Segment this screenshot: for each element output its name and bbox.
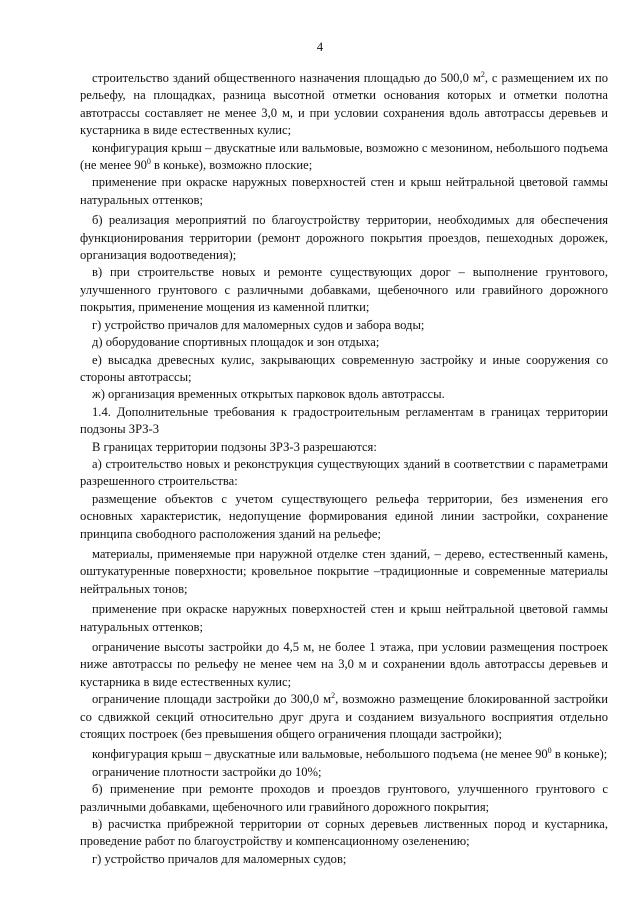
document-body xyxy=(80,70,608,868)
paragraph: конфигурация крыш – двускатные или вальмовые, небольшого подъема (не менее $90^0$ в коньке); xyxy=(92,746,608,762)
paragraph: материалы, применяемые при наружной отделке стен зданий, – дерево, естественный камень, оштукатуренные поверхности; кровельное покрытие –традиционные и современные материалы нейтральных тонов; xyxy=(80,546,608,596)
paragraph: размещение объектов с учетом существующего рельефа территории, без изменения его основных характеристик, недопущение формирования единой линии застройки, сохранение принципа свободного расположения зданий на рельефе; xyxy=(80,491,608,541)
paragraph: г) устройство причалов для маломерных судов; xyxy=(92,851,347,866)
paragraph: е) высадка древесных кулис, закрывающих современную застройку и иные сооружения со стороны автотрассы; xyxy=(80,352,608,384)
paragraph: б) реализация мероприятий по благоустройству территории, необходимых для обеспечения функционирования территории (ремонт дорожного покрытия проездов, пешеходных дорожек, организация водоотведения); xyxy=(80,213,608,263)
paragraph: ограничение плотности застройки до 10%; xyxy=(92,764,322,779)
paragraph: конфигурация крыш – двускатные или вальмовые, возможно с мезонином, небольшого подъема (не менее $90^0$ в коньке), возможно плоские; xyxy=(80,140,608,173)
section-heading: 1.4. Дополнительные требования к градостроительным регламентам в границах территории подзоны ЗРЗ-3 xyxy=(80,404,608,437)
paragraph: В границах территории подзоны ЗРЗ-3 разрешаются: xyxy=(92,439,377,454)
paragraph: применение при окраске наружных поверхностей стен и крыш нейтральной цветовой гаммы натуральных оттенков; xyxy=(80,175,608,207)
paragraph: а) строительство новых и реконструкция существующих зданий в соответствии с параметрами разрешенного строительства: xyxy=(80,456,608,489)
paragraph: б) применение при ремонте проходов и проездов грунтового, улучшенного грунтового с различными добавками, щебеночного или гравийного дорожного покрытия; xyxy=(80,782,608,814)
paragraph: ограничение площади застройки до 300,0 $м^2$, возможно размещение блокированной застройки со сдвижкой секций относительно друг друга и созданием визуального восприятия отдельно стоящих построек (без превышения общего ограничения площади застройки); xyxy=(80,691,608,742)
paragraph: в) расчистка прибрежной территории от сорных деревьев лиственных пород и кустарника, проведение работ по благоустройству и компенсационному озеленению; xyxy=(80,817,608,849)
paragraph: применение при окраске наружных поверхностей стен и крыш нейтральной цветовой гаммы натуральных оттенков; xyxy=(80,602,608,634)
paragraph: строительство зданий общественного назначения площадью до 500,0 $м^2$, с размещением их по рельефу, на площадках, разница высотной отметки основания которых и отметки полотна автотрассы составляет не менее 3,0 м, и при условии сохранения вдоль автотрассы деревьев и кустарника в виде естественных кулис; xyxy=(80,69,608,138)
paragraph: д) оборудование спортивных площадок и зон отдыха; xyxy=(92,335,380,350)
paragraph: ограничение высоты застройки до 4,5 м, не более 1 этажа, при условии размещения построек ниже автотрассы по рельефу не менее чем на 3,0 м и сохранении вдоль автотрассы деревьев и кустарника в виде естественных кулис; xyxy=(80,640,608,689)
paragraph: в) при строительстве новых и ремонте существующих дорог – выполнение грунтового, улучшенного грунтового с различными добавками, щебеночного или гравийного дорожного покрытия, применение мощения из каменной плитки; xyxy=(80,265,608,315)
paragraph: г) устройство причалов для маломерных судов и забора воды; xyxy=(92,317,425,332)
page-number: 4 xyxy=(316,40,324,54)
paragraph: ж) организация временных открытых парковок вдоль автотрассы. xyxy=(92,387,445,402)
